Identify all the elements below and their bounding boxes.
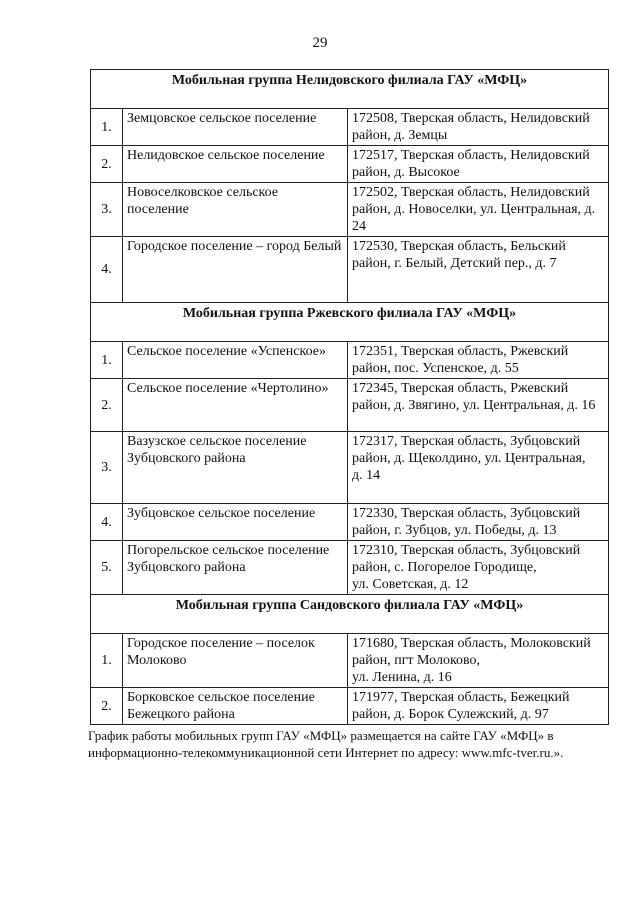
table-row [91,504,609,541]
settlement-name: Городское поселение – город Белый [123,237,348,303]
branches-table [90,69,609,725]
settlement-address: 172317, Тверская область, Зубцовский район, д. Щеколдино, ул. Центральная, [352,434,586,466]
settlement-name: Сельское поселение «Чертолино» [123,379,348,432]
settlement-name: Новоселковское сельское поселение [123,183,348,237]
settlement-address: 171680, Тверская область, Молоковский район, пгт Молоково, [352,636,591,668]
footer-line-1: График работы мобильных групп ГАУ «МФЦ» размещается на сайте ГАУ «МФЦ» в [88,728,554,743]
table-row [91,342,609,379]
table-row [91,237,609,303]
group-title: Мобильная группа Ржевского филиала ГАУ «МФЦ» [91,303,609,342]
group-title: Мобильная группа Сандовского филиала ГАУ «МФЦ» [91,595,609,634]
settlement-address-cont: д. 14 [352,468,381,483]
settlement-name: Погорельское сельское поселение Зубцовского района [123,541,348,595]
page-number: 29 [312,35,328,51]
settlement-address: 171977, Тверская область, Бежецкий район, д. Борок Сулежский, д. 97 [348,688,609,725]
table-row [91,379,609,432]
settlement-address: 172330, Тверская область, Зубцовский район, г. Зубцов, ул. Победы, д. 13 [348,504,609,541]
table-row [91,688,609,725]
row-number: 1. [91,342,123,379]
settlement-address-cell [348,432,609,504]
table-row [91,634,609,688]
settlement-address: 172517, Тверская область, Нелидовский район, д. Высокое [348,146,609,183]
settlement-name: Зубцовское сельское поселение [123,504,348,541]
row-number: 1. [91,634,123,688]
table-row [91,183,609,237]
table-row [91,109,609,146]
group-title: Мобильная группа Нелидовского филиала ГАУ «МФЦ» [91,70,609,109]
footer-line-2: информационно-телекоммуникационной сети Интернет по адресу: www.mfc-tver.ru.». [88,745,564,760]
group-header-rzhev [91,303,609,342]
row-number: 4. [91,504,123,541]
settlement-address: 172345, Тверская область, Ржевский район, д. Звягино, ул. Центральная, д. 16 [348,379,609,432]
settlement-address: 172351, Тверская область, Ржевский район, пос. Успенское, д. 55 [348,342,609,379]
table-row [91,432,609,504]
row-number: 5. [91,541,123,595]
settlement-address: 172508, Тверская область, Нелидовский район, д. Земцы [348,109,609,146]
row-number: 2. [91,379,123,432]
table-row [91,541,609,595]
table-row [91,146,609,183]
settlement-address-cont: ул. Ленина, д. 16 [352,670,452,685]
settlement-name: Сельское поселение «Успенское» [123,342,348,379]
settlement-name: Вазузское сельское поселение Зубцовского района [123,432,348,504]
settlement-address-cell [348,541,609,595]
settlement-address: 172530, Тверская область, Бельский район, г. Белый, Детский пер., д. 7 [348,237,609,303]
settlement-address: 172502, Тверская область, Нелидовский район, д. Новоселки, ул. Центральная, д. 24 [348,183,609,237]
settlement-name: Земцовское сельское поселение [123,109,348,146]
row-number: 3. [91,183,123,237]
row-number: 4. [91,237,123,303]
footer-note [88,727,612,761]
group-header-sandovo [91,595,609,634]
settlement-address-cell [348,634,609,688]
row-number: 2. [91,146,123,183]
settlement-name: Борковское сельское поселение Бежецкого района [123,688,348,725]
settlement-address: 172310, Тверская область, Зубцовский район, с. Погорелое Городище, [352,543,581,575]
row-number: 2. [91,688,123,725]
settlement-name: Городское поселение – поселок Молоково [123,634,348,688]
settlement-name: Нелидовское сельское поселение [123,146,348,183]
group-header-nelidovo [91,70,609,109]
row-number: 1. [91,109,123,146]
settlement-address-cont: ул. Советская, д. 12 [352,577,469,592]
row-number: 3. [91,432,123,504]
